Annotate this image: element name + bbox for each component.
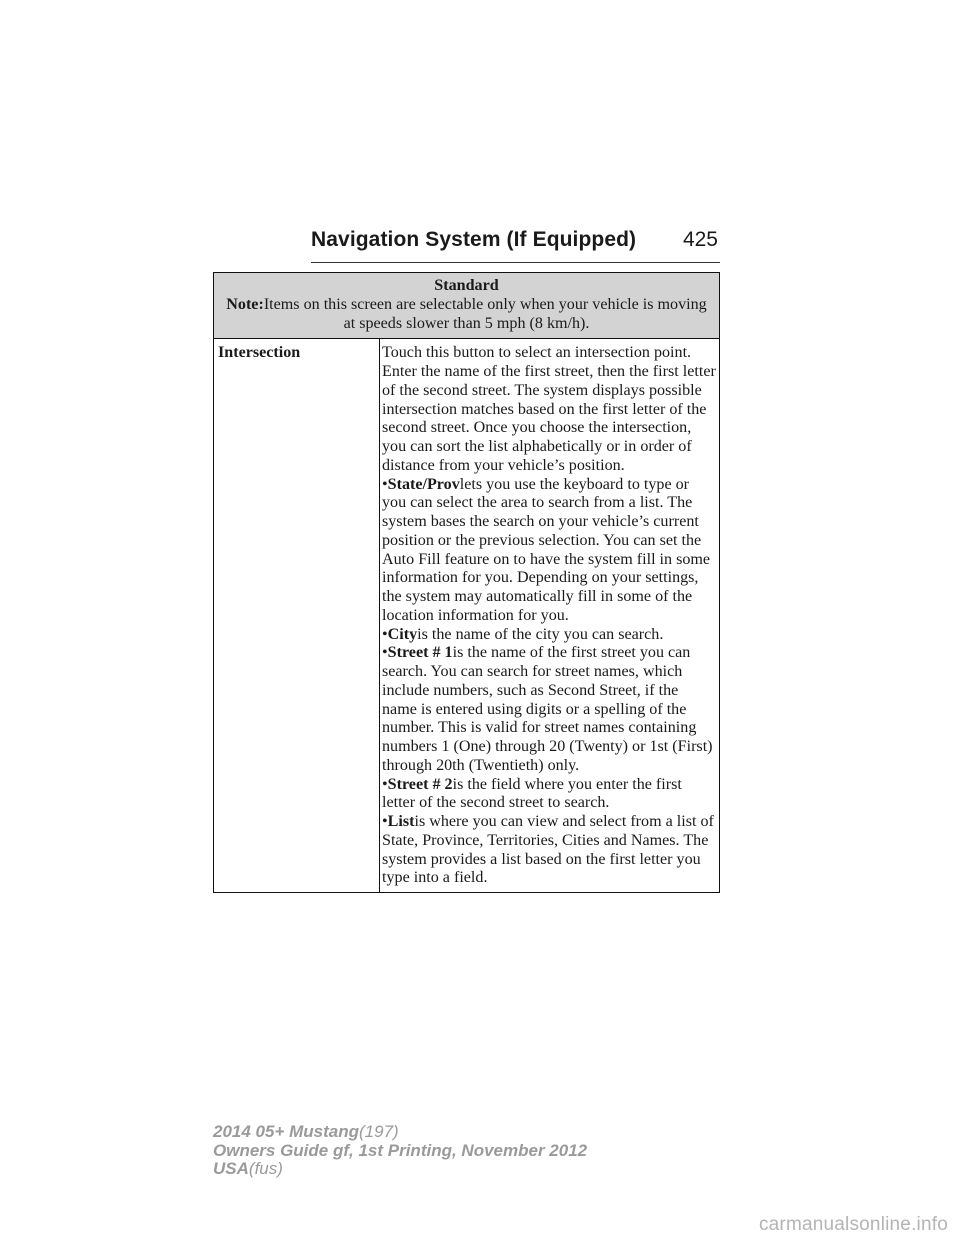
print-footer	[213, 1123, 587, 1179]
note-text: Items on this screen are selectable only when your vehicle is moving at speeds slower than 5 mph (8 km/h).	[263, 295, 707, 332]
page-number: 425	[682, 228, 718, 251]
bullet-marker: •	[382, 644, 388, 662]
bullet-marker: •	[382, 475, 388, 493]
bullet-marker: •	[382, 625, 388, 643]
feature-table	[213, 272, 720, 893]
bullet-text: is the name of the first street you can search. You can search for street names, which include numbers, such as Second Street, if the name is entered using digits or a spelling of the number. This is valid for street names containing numbers 1 (One) through 20 (Twenty) or 1st (First) through 20th (Twentieth) only.	[382, 644, 713, 774]
bullet-text: is the field where you enter the first letter of the second street to search.	[382, 775, 682, 812]
bullet-marker: •	[382, 813, 388, 830]
footer-line-model	[213, 1123, 587, 1142]
bullet-item	[382, 626, 717, 645]
description-intro: Touch this button to select an intersection point. Enter the name of the first street, then the first letter of the second street. The system displays possible intersection matches based on the first letter of the second street. Once you choose the intersection, you can sort the list alphabetically or in order of distance from your vehicle’s position.	[382, 344, 716, 474]
bullet-marker: •	[382, 775, 388, 793]
bullet-label: City	[387, 625, 418, 643]
bullet-item	[382, 813, 717, 888]
footer-model-code: (197)	[359, 1122, 399, 1141]
bullet-item	[382, 476, 717, 626]
bullet-label: Street # 1	[387, 644, 453, 662]
footer-line-printing: Owners Guide gf, 1st Printing, November 2012	[213, 1140, 588, 1160]
site-watermark: carmanualsonline.info	[758, 1214, 948, 1235]
description-cell	[380, 339, 720, 893]
bullet-label: Street # 2	[387, 775, 453, 793]
footer-market: USA	[213, 1159, 249, 1178]
footer-model: 2014 05+ Mustang	[213, 1122, 359, 1141]
term-cell: Intersection	[214, 339, 380, 893]
table-row	[214, 339, 720, 893]
footer-market-code: (fus)	[248, 1159, 283, 1178]
bullet-label: State/Prov	[387, 475, 460, 493]
table-note	[220, 296, 713, 334]
note-label: Note:	[226, 295, 264, 313]
table-heading: Standard	[434, 277, 499, 294]
bullet-text: is the name of the city you can search.	[417, 625, 664, 643]
bullet-item	[382, 776, 717, 814]
section-title: Navigation System (If Equipped)	[311, 228, 637, 251]
table-header-row	[214, 273, 720, 339]
bullet-text: lets you use the keyboard to type or you can select the area to search from a list. The system bases the search on your vehicle’s current position or the previous selection. You can set the Auto Fill feature on to have the system fill in some information for you. Depending on your settings, the system may automatically fill in some of the location information for you.	[382, 475, 711, 624]
page-header	[311, 226, 720, 263]
table-header-cell	[214, 273, 720, 339]
bullet-label: List	[387, 813, 415, 830]
bullet-item	[382, 644, 717, 775]
bullet-text: is where you can view and select from a list of State, Province, Territories, Cities and Names. The system provides a list based on the first letter you type into a field.	[382, 813, 714, 887]
footer-line-market	[213, 1160, 587, 1179]
